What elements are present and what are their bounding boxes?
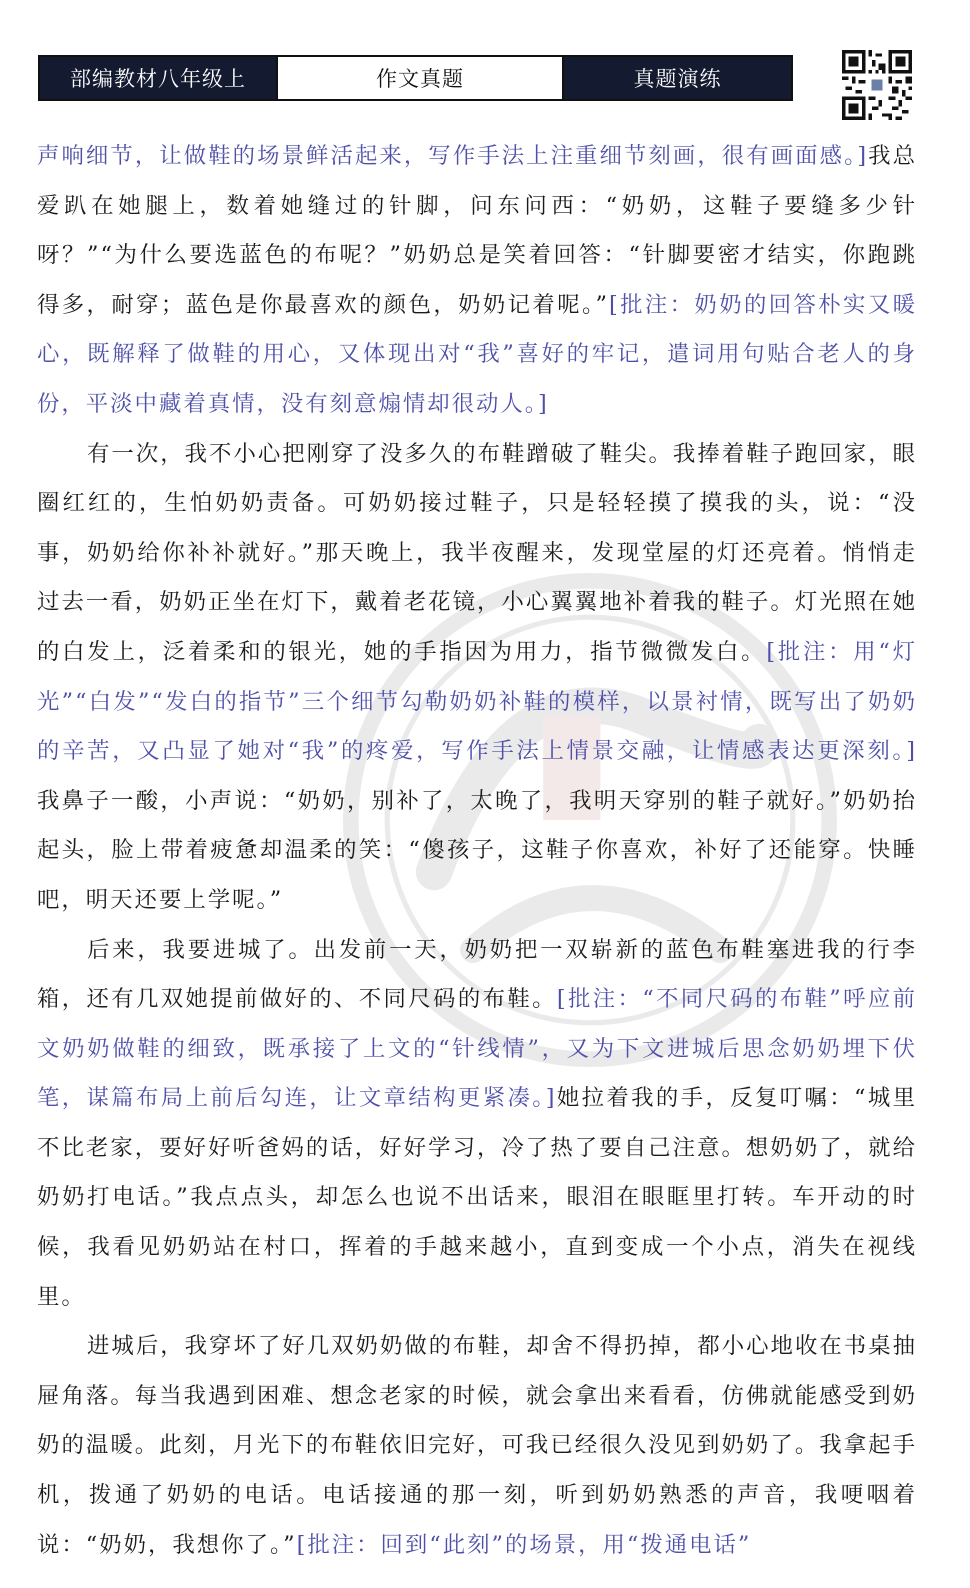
qr-code-icon — [842, 50, 912, 120]
body-text: 进城后，我穿坏了好几双奶奶做的布鞋，却舍不得扔掉，都小心地收在书桌抽屉角落。每当我遇到困难、想念老家的时候，就会拿出来看看，仿佛就能感受到奶奶的温暖。此刻，月光下的布鞋依旧完好，可我已经很久没见到奶奶了。我拿起手机，拨通了奶奶的电话。电话接通的那一刻，听到奶奶熟悉的声音，我哽咽着说：“奶奶，我想你了。” — [37, 1333, 917, 1558]
paragraph-3 — [37, 926, 917, 1323]
annotation-text: 声响细节，让做鞋的场景鲜活起来，写作手法上注重细节刻画，很有画面感。] — [37, 143, 869, 169]
body-text: 我鼻子一酸，小声说：“奶奶，别补了，太晚了，我明天穿别的鞋子就好。”奶奶抬起头，脸上带着疲惫却温柔的笑：“傻孩子，这鞋子你喜欢，补好了还能穿。快睡吧，明天还要上学呢。” — [37, 787, 917, 913]
body-text: 我总爱趴在她腿上，数着她缝过的针脚，问东问西：“奶奶，这鞋子要缝多少针呀？”“为什么要选蓝色的布呢？”奶奶总是笑着回答：“针脚要密才结实，你跑跳得多，耐穿；蓝色是你最喜欢的颜色，奶奶记着呢。” — [37, 143, 917, 318]
header-grade-label: 部编教材八年级上 — [40, 57, 276, 99]
header-section-label: 真题演练 — [564, 57, 791, 99]
annotation-text: [批注：用“灯光”“白发”“发白的指节”三个细节勾勒奶奶补鞋的模样，以景衬情，既写出了奶奶的辛苦，又凸显了她对“我”的疼爱，写作手法上情景交融，让情感表达更深刻。] — [37, 638, 917, 765]
paragraph-2 — [37, 430, 917, 926]
annotation-text: [批注：回到“此刻”的场景，用“拨通电话” — [296, 1531, 752, 1558]
paragraph-1 — [37, 132, 917, 430]
body-text: 她拉着我的手，反复叮嘱：“城里不比老家，要好好听爸妈的话，好好学习，冷了热了要自己注意。想奶奶了，就给奶奶打电话。”我点点头，却怎么也说不出话来，眼泪在眼眶里打转。车开动的时候，我看见奶奶站在村口，挥着的手越来越小，直到变成一个小点，消失在视线里。 — [37, 1085, 917, 1310]
page-header — [38, 55, 793, 101]
header-title: 作文真题 — [276, 57, 564, 99]
body-text: 后来，我要进城了。出发前一天，奶奶把一双崭新的蓝色布鞋塞进我的行李箱，还有几双她提前做好的、不同尺码的布鞋。 — [37, 936, 917, 1013]
body-text: 有一次，我不小心把刚穿了没多久的布鞋蹭破了鞋尖。我捧着鞋子跑回家，眼圈红红的，生怕奶奶责备。可奶奶接过鞋子，只是轻轻摸了摸我的头，说：“没事，奶奶给你补补就好。”那天晚上，我半夜醒来，发现堂屋的灯还亮着。悄悄走过去一看，奶奶正坐在灯下，戴着老花镜，小心翼翼地补着我的鞋子。灯光照在她的白发上，泛着柔和的银光，她的手指因为用力，指节微微发白。 — [37, 440, 917, 665]
annotation-text: [批注：“不同尺码的布鞋”呼应前文奶奶做鞋的细致，既承接了上文的“针线情”，又为下文进城后思念奶奶埋下伏笔，谋篇布局上前后勾连，让文章结构更紧凑。] — [37, 986, 917, 1112]
paragraph-4 — [37, 1322, 917, 1570]
article-body — [37, 132, 917, 1570]
annotation-text: [批注：奶奶的回答朴实又暖心，既解释了做鞋的用心，又体现出对“我”喜好的牢记，遣词用句贴合老人的身份，平淡中藏着真情，没有刻意煽情却很动人。] — [37, 291, 917, 417]
